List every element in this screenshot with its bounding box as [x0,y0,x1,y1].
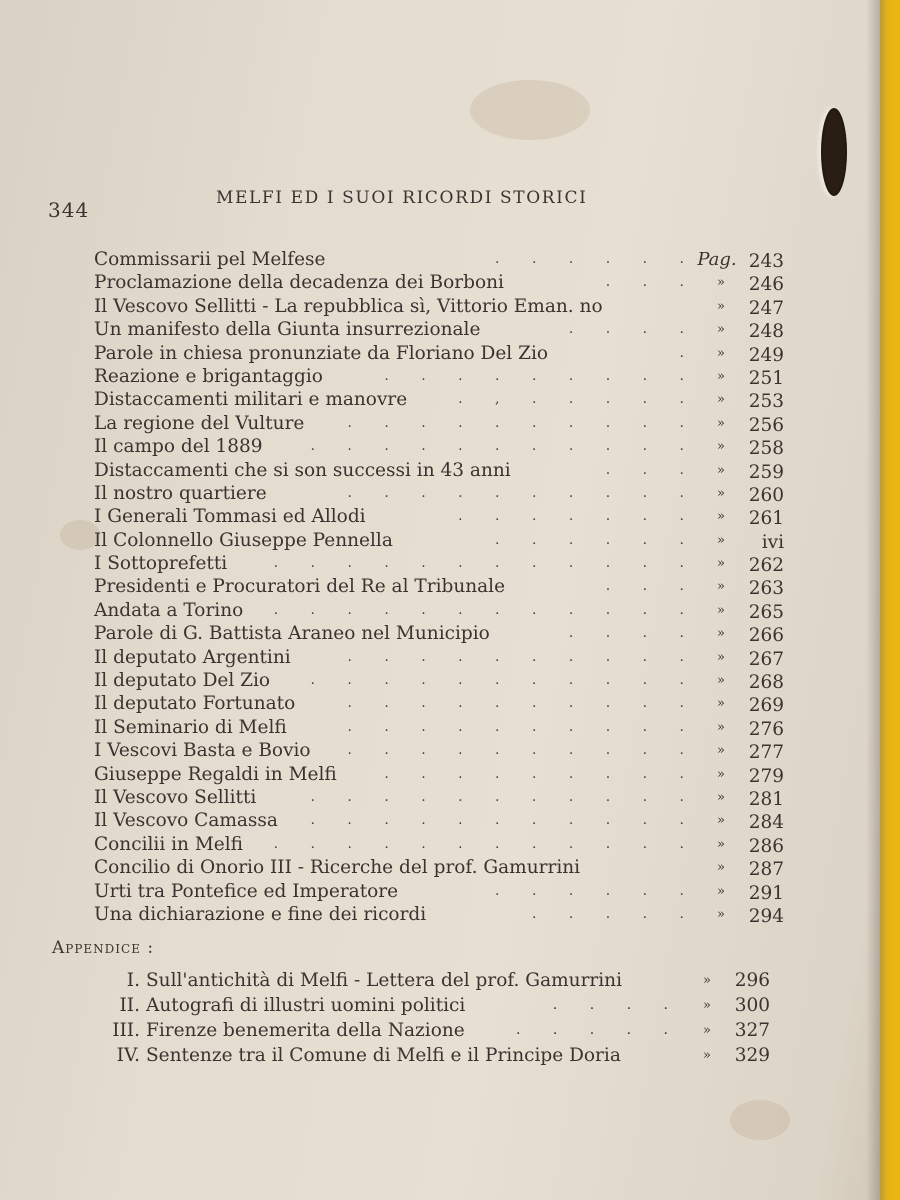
punch-hole [821,108,847,196]
toc-entry-page: 286 [748,835,784,857]
appendix-entry-number: I. [126,970,140,991]
toc-leader-dots: . . . . . . . . . . . [310,438,698,455]
appendix-heading: Appendice : [52,938,155,958]
toc-entry [94,739,784,762]
appendix-entry-page: 329 [734,1045,770,1066]
toc-entry-title: Concilio di Onorio III - Ricerche del prof. Gamurrini [94,857,581,879]
toc-entry-title: Giuseppe Regaldi in Melfi [94,763,337,785]
page-edge-shadow [866,0,880,1200]
page-header [48,188,838,222]
toc-entry-title: Il deputato Argentini [94,646,291,668]
appendix-page-marker: » [703,998,711,1013]
toc-entry [94,903,784,926]
toc-entry-title: I Vescovi Basta e Bovio [94,740,311,762]
toc-leader-dots: . . . . . . . . . . [347,742,698,759]
toc-leader-dots: . . . . . . . . . . . [310,788,698,805]
appendix-entry-page: 300 [734,995,770,1016]
toc-page-marker: » [717,415,725,431]
running-title: MELFI ED I SUOI RICORDI STORICI [216,188,588,208]
toc-entry-title: Il Seminario di Melfi [94,716,287,738]
toc-entry-page: 279 [748,765,784,787]
toc-entry-page: 259 [748,461,784,483]
toc-entry-page: 294 [748,905,784,927]
toc-entry-page: 267 [748,648,784,670]
toc-entry-title: Il deputato Del Zio [94,670,271,692]
toc-entry [94,388,784,411]
toc-entry [94,692,784,715]
toc-entry-title: Parole di G. Battista Araneo nel Municipio [94,623,490,645]
toc-entry [94,459,784,482]
toc-entry [94,482,784,505]
toc-entry [94,763,784,786]
toc-entry-page: 284 [748,812,784,834]
toc-entry [94,575,784,598]
toc-entry [94,622,784,645]
page-number: 344 [48,198,90,222]
toc-entry [94,435,784,458]
toc-entry-title: Reazione e brigantaggio [94,365,323,387]
toc-page-marker: » [717,485,725,501]
toc-leader-dots: . . . [605,578,698,595]
appendix-page-marker: » [703,1048,711,1063]
toc-entry [94,529,784,552]
yellow-binding-edge [880,0,900,1200]
toc-entry-title: Urti tra Pontefice ed Imperatore [94,880,399,902]
toc-leader-dots: . . . . [568,625,698,642]
appendix-page-marker: » [703,1023,711,1038]
toc-leader-dots: . . . . . . . [458,508,698,525]
toc-entry [94,318,784,341]
toc-entry [94,505,784,528]
appendix-page-marker: » [703,973,711,988]
toc-page-marker: » [717,743,725,759]
toc-page-marker: » [717,649,725,665]
toc-entry-title: Commissarii pel Melfese [94,249,326,270]
toc-entry-page: 249 [748,344,784,366]
toc-entry-title: Proclamazione della decadenza dei Borboni [94,272,504,294]
toc-page-marker: » [717,298,725,314]
toc-entry-page: 281 [748,788,784,810]
toc-page-marker: » [717,532,725,548]
toc-entry-title: Andata a Torino [94,599,244,621]
toc-leader-dots: . . . . . . . . . . . . [273,601,698,618]
toc-entry-page: 248 [748,321,784,343]
paper-stain [730,1100,790,1140]
toc-entry-title: Il Vescovo Sellitti [94,786,257,808]
toc-leader-dots: . . . . [568,321,698,338]
appendix-entry-page: 296 [734,970,770,991]
toc-leader-dots: . . . . . . . . . . . [310,672,698,689]
toc-entry [94,646,784,669]
toc-entry-title: Parole in chiesa pronunziate da Floriano Del Zio [94,342,549,364]
toc-entry-page: 258 [748,438,784,460]
toc-leader-dots: . . . . . . [495,882,698,899]
toc-entry-page: 243 [748,251,784,272]
appendix-entry-title: Sull'antichità di Melfi - Lettera del prof. Gamurrini [146,970,623,991]
toc-entry-page: 287 [748,859,784,881]
toc-leader-dots: . . . . . . . . . . . [310,812,698,829]
toc-entry [94,809,784,832]
toc-page-marker: » [717,626,725,642]
toc-entry-title: Presidenti e Procuratori del Re al Tribunale [94,576,506,598]
appendix-entry-page: 327 [734,1020,770,1041]
toc-entry-title: Un manifesto della Giunta insurrezionale [94,319,481,341]
toc-leader-dots: . . . . . . . . . . . . [273,835,698,852]
appendix-leader-dots: . . . . . [515,1022,682,1038]
toc-entry-page: 251 [748,367,784,389]
toc-entry-title: Concilii in Melfi [94,833,243,855]
toc-entry [94,412,784,435]
toc-entry-title: Distaccamenti che si son successi in 43 anni [94,459,511,481]
toc-entry-page: 291 [748,882,784,904]
toc-entry [94,599,784,622]
appendix-entry [98,968,778,993]
toc-page-marker: » [717,602,725,618]
toc-page-marker: » [717,275,725,291]
toc-page-marker: » [717,789,725,805]
toc-entry-page: ivi [761,531,784,553]
appendix-entry [98,1018,778,1043]
toc-entry-page: 266 [748,625,784,647]
toc-entry-title: Il nostro quartiere [94,482,267,504]
toc-leader-dots: . . . . . . . . . . [347,648,698,665]
toc-page-marker: » [717,766,725,782]
toc-entry-page: 260 [748,484,784,506]
toc-entry-page: 269 [748,695,784,717]
toc-page-marker: » [717,345,725,361]
toc-entry-title: Il deputato Fortunato [94,693,296,715]
toc-entry [94,786,784,809]
toc-entry-title: I Generali Tommasi ed Allodi [94,506,366,528]
toc-entry [94,248,784,271]
appendix-list [98,968,778,1068]
toc-page-marker: » [717,462,725,478]
toc-entry-page: 268 [748,672,784,694]
toc-leader-dots: . . . . . . . . . [384,367,698,384]
toc-entry [94,880,784,903]
toc-leader-dots: . . . . . . . . . . [347,718,698,735]
toc-leader-dots: . . . . . . . . . . . . [273,555,698,572]
toc-entry-title: Il Vescovo Sellitti - La repubblica sì, Vittorio Eman. no [94,295,603,317]
toc-leader-dots: . . . [605,461,698,478]
toc-leader-dots: . . . . . [531,905,698,922]
toc-entry-page: 256 [748,414,784,436]
toc-page-marker: » [717,906,725,922]
toc-entry-title: Distaccamenti militari e manovre [94,389,408,411]
toc-page-marker: » [717,813,725,829]
toc-page-marker: » [717,860,725,876]
toc-leader-dots: . . . . . . . . . . [347,414,698,431]
toc-entry-page: 246 [748,274,784,296]
appendix-entry [98,993,778,1018]
toc-entry-page: 277 [748,742,784,764]
toc-leader-dots: . . . . . . . . . . [347,484,698,501]
toc-page-marker: » [717,836,725,852]
appendix-entry-number: IV. [116,1045,140,1066]
toc-page-marker: » [717,719,725,735]
toc-entry-page: 265 [748,601,784,623]
toc-leader-dots: . . . . . . [495,531,698,548]
toc-entry-page: 247 [748,297,784,319]
appendix-entry-title: Autografi di illustri uomini politici [146,995,466,1016]
appendix-entry-title: Sentenze tra il Comune di Melfi e il Principe Doria [146,1045,621,1066]
toc-entry [94,716,784,739]
toc-entry [94,833,784,856]
toc-page-marker: » [717,673,725,689]
toc-leader-dots: . . . . . . . . . [384,765,698,782]
table-of-contents [94,248,784,926]
toc-leader-dots: . . . [605,274,698,291]
toc-entry [94,365,784,388]
appendix-leader-dots: . . . . [552,997,682,1013]
toc-entry-page: 276 [748,718,784,740]
toc-entry [94,669,784,692]
toc-entry-title: Il Colonnello Giuseppe Pennella [94,529,393,551]
toc-leader-dots: . . . . . . [495,251,698,267]
toc-entry-title: La regione del Vulture [94,412,305,434]
toc-page-marker: » [717,696,725,712]
toc-page-marker: » [717,392,725,408]
toc-entry-page: 253 [748,391,784,413]
toc-leader-dots: . , . . . . . [458,391,698,408]
toc-entry-title: Il Vescovo Camassa [94,810,278,832]
toc-page-marker: » [717,579,725,595]
appendix-entry [98,1043,778,1068]
toc-entry-page: 261 [748,508,784,530]
toc-page-marker: » [717,368,725,384]
toc-page-marker: » [717,556,725,572]
toc-entry-title: I Sottoprefetti [94,553,228,575]
toc-page-marker: » [717,439,725,455]
appendix-entry-number: III. [112,1020,140,1041]
toc-entry-title: Una dichiarazione e fine dei ricordi [94,903,427,925]
toc-entry [94,342,784,365]
toc-page-marker: Pag. [697,249,737,270]
toc-entry-page: 262 [748,555,784,577]
toc-entry [94,552,784,575]
toc-page-marker: » [717,322,725,338]
appendix-entry-number: II. [119,995,140,1016]
toc-leader-dots: . [679,344,698,361]
toc-page-marker: » [717,883,725,899]
appendix-entry-title: Firenze benemerita della Nazione [146,1020,465,1041]
toc-leader-dots: . . . . . . . . . . [347,695,698,712]
toc-entry-title: Il campo del 1889 [94,436,263,458]
toc-entry [94,295,784,318]
toc-entry-page: 263 [748,578,784,600]
toc-entry [94,856,784,879]
paper-stain [470,80,590,140]
toc-entry [94,271,784,294]
toc-page-marker: » [717,509,725,525]
